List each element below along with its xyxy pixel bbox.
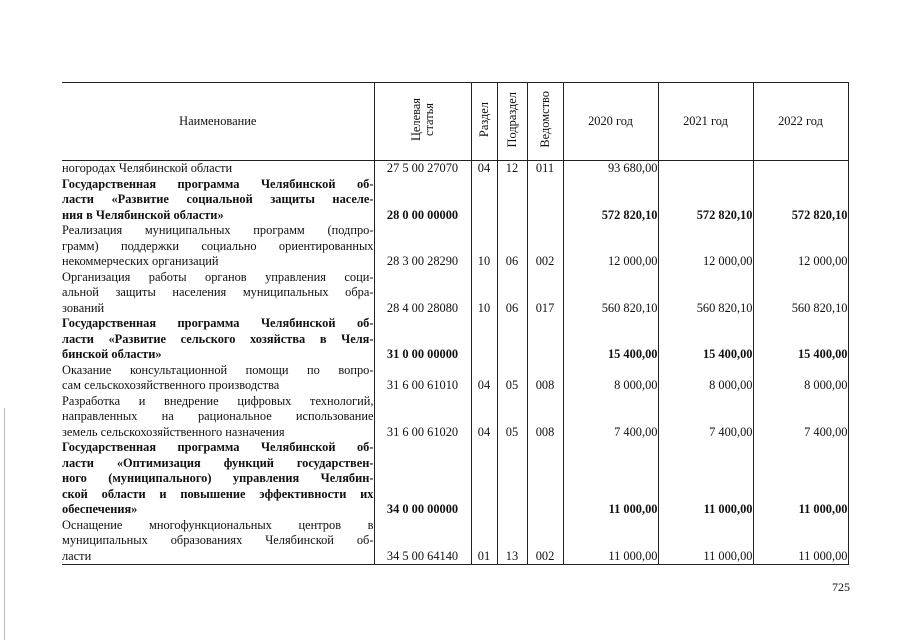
row-subsection: 06 [497,270,527,317]
table-row [62,518,848,565]
row-name-line: Реализация муниципальных программ (подпро- [62,223,374,237]
row-subsection: 05 [497,394,527,441]
row-name-line: некоммерческих организаций [62,254,219,268]
header-subsection-label: Подраздел [504,91,519,147]
row-amount-2021: 572 820,10 [658,177,753,224]
row-section: 10 [471,223,497,270]
row-name [62,394,374,441]
table-row [62,223,848,270]
header-2020: 2020 год [563,83,658,161]
table-row [62,394,848,441]
row-name-line: обеспечения» [62,502,138,516]
row-name [62,440,374,518]
row-amount-2020: 15 400,00 [563,316,658,363]
row-amount-2022: 15 400,00 [753,316,848,363]
row-amount-2020: 11 000,00 [563,440,658,518]
row-amount-2021: 11 000,00 [658,440,753,518]
row-name [62,363,374,394]
row-name-line: ласти [62,548,92,563]
row-name-line: бинской области» [62,347,162,361]
row-name [62,316,374,363]
row-amount-2021: 12 000,00 [658,223,753,270]
row-name-line: ласти «Оптимизация функций государствен- [62,455,374,470]
row-name-line: ного (муниципального) управления Челябин- [62,471,374,485]
row-subsection: 12 [497,161,527,177]
header-target-article-line2: статья [421,102,436,136]
row-amount-2022: 11 000,00 [753,440,848,518]
row-subsection [497,316,527,363]
header-name: Наименование [62,83,374,161]
row-amount-2020: 560 820,10 [563,270,658,317]
table-header-row [62,83,848,161]
row-amount-2020: 572 820,10 [563,177,658,224]
row-subsection [497,440,527,518]
row-target-article: 31 6 00 61010 [374,363,471,394]
row-target-article: 31 0 00 00000 [374,316,471,363]
header-target-article [374,83,471,161]
row-section: 04 [471,161,497,177]
row-amount-2020: 11 000,00 [563,518,658,565]
row-amount-2022: 572 820,10 [753,177,848,224]
row-subsection: 05 [497,363,527,394]
scan-edge-line [4,408,5,640]
row-department: 008 [527,363,563,394]
row-target-article: 31 6 00 61020 [374,394,471,441]
row-amount-2020: 8 000,00 [563,363,658,394]
row-subsection [497,177,527,224]
row-name [62,161,374,177]
row-department [527,177,563,224]
row-name-line: Оснащение многофункциональных центров в [62,517,374,532]
table-row [62,316,848,363]
row-department: 011 [527,161,563,177]
row-name [62,223,374,270]
row-name-line: грамм) поддержки социально ориентированных [62,238,374,253]
table-row [62,363,848,394]
row-subsection: 06 [497,223,527,270]
row-name [62,270,374,317]
row-department [527,316,563,363]
row-amount-2020: 12 000,00 [563,223,658,270]
row-name-line: альной защиты населения муниципальных обра- [62,285,374,299]
row-section [471,316,497,363]
row-department: 002 [527,223,563,270]
row-name-line: Государственная программа Челябинской об- [62,176,374,191]
header-subsection [497,83,527,161]
row-amount-2022: 11 000,00 [753,518,848,565]
row-name-line: ласти «Развитие сельского хозяйства в Челя- [62,331,374,346]
row-target-article: 28 3 00 28290 [374,223,471,270]
row-name-line: ласти «Развитие социальной защиты населе- [62,192,374,206]
header-department-label: Ведомство [537,90,552,148]
row-section: 04 [471,394,497,441]
row-section: 10 [471,270,497,317]
row-section: 01 [471,518,497,565]
row-name-line: ногородах Челябинской области [62,161,233,175]
table-row [62,270,848,317]
row-name-line: земель сельскохозяйственного назначения [62,424,285,439]
row-target-article: 34 0 00 00000 [374,440,471,518]
row-section [471,440,497,518]
header-department [527,83,563,161]
row-amount-2021: 8 000,00 [658,363,753,394]
row-amount-2021: 15 400,00 [658,316,753,363]
page-number: 725 [832,580,850,594]
table-row [62,440,848,518]
row-name-line: Государственная программа Челябинской об- [62,316,374,330]
header-section-label: Раздел [476,101,491,137]
row-amount-2021: 7 400,00 [658,394,753,441]
row-name [62,177,374,224]
row-amount-2021: 560 820,10 [658,270,753,317]
table-row [62,161,848,177]
header-2021: 2021 год [658,83,753,161]
row-amount-2022: 8 000,00 [753,363,848,394]
table-body [62,161,848,565]
row-target-article: 27 5 00 27070 [374,161,471,177]
row-target-article: 34 5 00 64140 [374,518,471,565]
row-section [471,177,497,224]
header-section [471,83,497,161]
row-amount-2021: 11 000,00 [658,518,753,565]
row-name-line: муниципальных образованиях Челябинской об- [62,533,374,547]
row-name-line: направленных на рациональное использование [62,409,374,423]
row-section: 04 [471,363,497,394]
row-name-line: Организация работы органов управления соци- [62,269,374,284]
row-amount-2021 [658,161,753,177]
row-subsection: 13 [497,518,527,565]
row-amount-2022: 7 400,00 [753,394,848,441]
row-amount-2020: 7 400,00 [563,394,658,441]
row-name-line: ния в Челябинской области» [62,207,224,222]
header-2022: 2022 год [753,83,848,161]
table-row [62,177,848,224]
row-name-line: ской области и повышение эффективности их [62,486,374,501]
row-name-line: зований [62,300,105,315]
row-name [62,518,374,565]
row-name-line: Оказание консультационной помощи по вопро- [62,362,374,377]
row-amount-2022: 12 000,00 [753,223,848,270]
row-department: 002 [527,518,563,565]
budget-table [62,82,849,565]
row-amount-2022 [753,161,848,177]
row-department: 017 [527,270,563,317]
row-department: 008 [527,394,563,441]
row-name-line: Разработка и внедрение цифровых технологий, [62,393,374,408]
row-amount-2020: 93 680,00 [563,161,658,177]
row-name-line: сам сельскохозяйственного производства [62,378,280,392]
header-target-article-line1: Целевая [408,97,423,141]
row-amount-2022: 560 820,10 [753,270,848,317]
row-target-article: 28 0 00 00000 [374,177,471,224]
row-target-article: 28 4 00 28080 [374,270,471,317]
row-name-line: Государственная программа Челябинской об- [62,440,374,454]
row-department [527,440,563,518]
